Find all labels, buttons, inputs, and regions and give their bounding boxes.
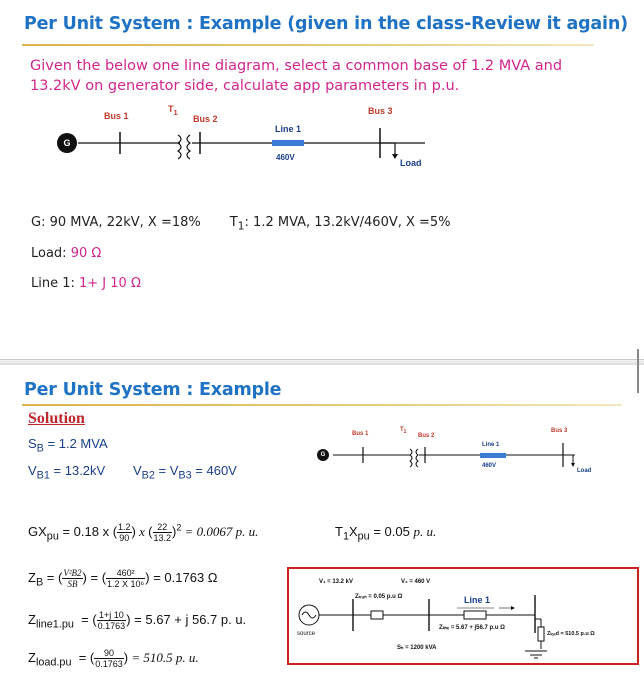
zb-letter: Z bbox=[28, 569, 36, 585]
gx-f2-den: 13.2 bbox=[153, 533, 172, 543]
t-prefix: T bbox=[229, 215, 238, 230]
vb23-equation bbox=[133, 463, 237, 482]
gx-letters: GX bbox=[28, 523, 47, 539]
generator-params bbox=[31, 215, 451, 233]
circuit-line1-label: Line 1 bbox=[464, 595, 491, 605]
t-sub: 1 bbox=[237, 219, 245, 233]
t-params bbox=[229, 215, 451, 233]
vb1-value: = 13.2kV bbox=[49, 463, 106, 478]
line-params-value: 1+ J 10 Ω bbox=[79, 276, 141, 291]
gx-f1-den: 90 bbox=[119, 533, 130, 543]
v2-label: V₂ = 460 V bbox=[401, 579, 431, 585]
tx-sub1: 1 bbox=[342, 530, 349, 543]
zload-result: = 510.5 p. u. bbox=[128, 649, 199, 665]
gx-eq: = 0.18 x bbox=[58, 523, 113, 539]
load-params bbox=[31, 246, 101, 261]
zload-equation: $Z_{load.pu}$ = ( $\frac{90}{0.1763}$ ) = 510.5 p. u. bbox=[28, 648, 199, 669]
tx-x: X bbox=[348, 524, 358, 539]
zb-f1-den: SB bbox=[67, 579, 78, 589]
zl-result: = 5.67 + j 56.7 p. u. bbox=[130, 611, 247, 627]
line-params-label: Line 1: bbox=[31, 276, 80, 291]
bus1-label-small: Bus 1 bbox=[352, 431, 369, 437]
zl-fraction bbox=[97, 610, 127, 631]
vb2-sub: B2 bbox=[141, 469, 155, 482]
tx-sub2: pu bbox=[357, 530, 370, 543]
vb3-letter: = V bbox=[154, 463, 179, 478]
zb-equation: $Z_B$ = ( $\frac{\text{V²B2}}{SB}$ ) = ( $\frac{\text{460²}}{\text{1.2 X 10⁶}}$ ) = 0.1763 Ω bbox=[28, 568, 218, 589]
tx-letter: T bbox=[335, 524, 343, 539]
t-rest: : 1.2 MVA, 13.2kV/460V, X =5% bbox=[244, 215, 451, 230]
line1-label: Line 1 bbox=[275, 124, 302, 134]
zl-num: 1+j 10 bbox=[97, 610, 127, 621]
bus3-label-small: Bus 3 bbox=[551, 428, 568, 434]
sbase-label: Sₕ = 1200 kVA bbox=[397, 645, 437, 651]
title-underline bbox=[22, 44, 594, 46]
zb-result: = 0.1763 Ω bbox=[149, 569, 218, 585]
bus2-label-small: Bus 2 bbox=[418, 433, 435, 439]
scrollbar[interactable] bbox=[637, 349, 639, 393]
per-unit-circuit-box bbox=[287, 567, 639, 665]
zl-sub: line1.pu bbox=[35, 618, 74, 631]
slide1-title: Per Unit System : Example (given in the class-Review it again) bbox=[24, 14, 628, 34]
vb1-equation bbox=[28, 463, 105, 482]
vb1-letter: V bbox=[28, 463, 37, 478]
zload-sub: load.pu bbox=[35, 656, 72, 669]
sb-sub: B bbox=[36, 442, 44, 455]
gx-f1-num: 1.2 bbox=[118, 522, 131, 532]
zload-num: 90 bbox=[94, 648, 124, 659]
slide2-title: Per Unit System : Example bbox=[24, 380, 282, 400]
bus1-label: Bus 1 bbox=[104, 111, 129, 121]
load-label-small: Load bbox=[577, 468, 592, 474]
gx-times: x bbox=[135, 523, 149, 539]
zline-label: Zₗᵢₙₑ = 5.67 + j56.7 p.u Ω bbox=[439, 625, 505, 631]
v1-label: V₁ = 13.2 kV bbox=[319, 579, 354, 585]
g-params: G: 90 MVA, 22kV, X =18% bbox=[31, 215, 201, 230]
line1-label-small: Line 1 bbox=[482, 442, 500, 448]
tx-unit: p. u. bbox=[413, 524, 437, 539]
sb-equation bbox=[28, 436, 108, 455]
bus2-label: Bus 2 bbox=[193, 114, 218, 124]
gx-f2-num: 22 bbox=[153, 522, 173, 533]
generator-symbol: G bbox=[57, 133, 77, 153]
zb-f1-num: V²B2 bbox=[63, 568, 82, 578]
gx-exponent: 2 bbox=[176, 522, 182, 533]
slide-separator bbox=[0, 359, 644, 365]
t1-label bbox=[168, 104, 178, 117]
line-voltage-label-small: 460V bbox=[482, 463, 497, 469]
generator-symbol-small: G bbox=[317, 449, 329, 461]
zl-den: 0.1763 bbox=[97, 621, 126, 631]
load-params-value: 90 Ω bbox=[70, 246, 102, 261]
ztrans-label: Zₜᵣₐₙ = 0.05 p.u Ω bbox=[355, 594, 403, 600]
zload-fraction bbox=[94, 648, 124, 669]
zload-letter: Z bbox=[28, 649, 36, 665]
slide2-title-underline bbox=[22, 404, 622, 406]
vb2-letter: V bbox=[133, 463, 142, 478]
vb1-sub: B1 bbox=[36, 469, 50, 482]
zload-label: Zₗₒₐd = 510.5 p.u Ω bbox=[547, 631, 595, 637]
t1-letter-small: T bbox=[400, 427, 404, 433]
zb-f2-den: 1.2 X 10⁶ bbox=[107, 579, 145, 589]
zl-letter: Z bbox=[28, 611, 36, 627]
zline-equation: $Z_{line1.pu}$ = ( $\frac{1+j 10}{0.1763}$ ) = 5.67 + j 56.7 p. u. bbox=[28, 610, 247, 631]
vb23-value: = 460V bbox=[191, 463, 237, 478]
load-params-label: Load: bbox=[31, 246, 71, 261]
bus3-label: Bus 3 bbox=[368, 106, 393, 116]
zb-fraction-1 bbox=[62, 568, 82, 589]
t1-sub-small: 1 bbox=[403, 429, 407, 436]
gx-equation: $GX_{pu} = 0.18$ x ( $\frac{1.2}{90}$ ) x ( $\frac{22}{13.2}$ )$^2$ = 0.0067 p. u. bbox=[28, 522, 259, 543]
zb-fraction-2 bbox=[106, 568, 145, 589]
line-voltage-label: 460V bbox=[276, 153, 295, 162]
load-label: Load bbox=[400, 158, 422, 168]
t1-sub: 1 bbox=[173, 107, 178, 117]
zb-sub: B bbox=[35, 576, 44, 589]
tx-equation bbox=[335, 524, 436, 543]
zload-den: 0.1763 bbox=[95, 659, 123, 669]
solution-heading: Solution bbox=[28, 410, 85, 427]
t1-letter: T bbox=[168, 104, 174, 114]
sb-letter: S bbox=[28, 436, 37, 451]
sb-value: = 1.2 MVA bbox=[43, 436, 108, 451]
line-params bbox=[31, 276, 141, 291]
gx-fraction-2 bbox=[153, 522, 173, 543]
source-label: source bbox=[297, 631, 316, 637]
gx-fraction-1 bbox=[117, 522, 132, 543]
vb3-sub: B3 bbox=[178, 469, 192, 482]
given-line-2: 13.2kV on generator side, calculate app parameters in p.u. bbox=[30, 78, 460, 94]
gx-sub: pu bbox=[46, 530, 59, 543]
tx-result: = 0.05 bbox=[369, 524, 414, 539]
zb-f2-num: 460² bbox=[106, 568, 145, 579]
t1-label-small bbox=[400, 427, 406, 435]
gx-result: = 0.0067 p. u. bbox=[181, 523, 259, 539]
given-text bbox=[30, 56, 562, 96]
given-line-1: Given the below one line diagram, select a common base of 1.2 MVA and bbox=[30, 58, 563, 74]
